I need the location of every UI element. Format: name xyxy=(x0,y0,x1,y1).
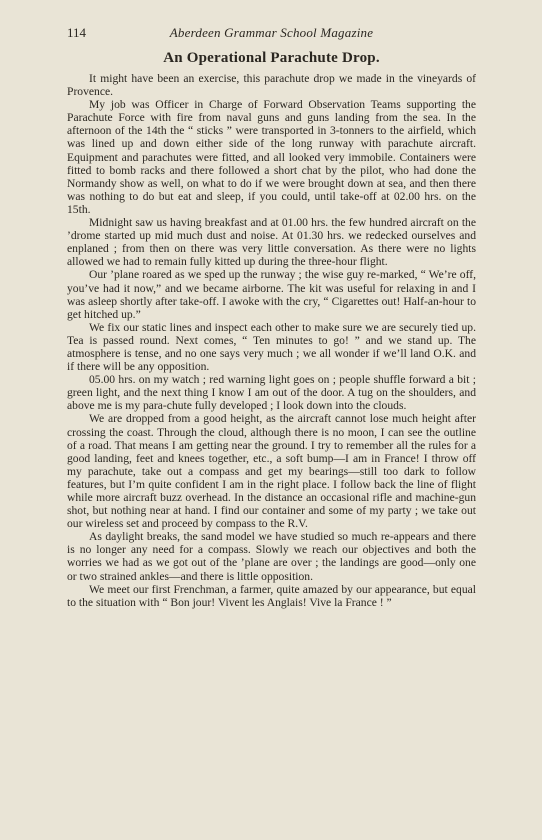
running-header xyxy=(67,24,476,42)
article-body xyxy=(67,72,476,609)
paragraph: We fix our static lines and inspect each other to make sure we are securely tied up. Tea is passed round. Next comes, “ Ten minutes to go! ” and we stand up. The atmosphere is tense, and no one says very much ; we all wonder if we’ll land O.K. and if there will be any opposition. xyxy=(67,320,476,374)
paragraph: As daylight breaks, the sand model we have studied so much re-appears and there is no longer any need for a compass. Slowly we reach our objectives and both the worries we had as we got out of the ’plane are over ; the landings are good—only one or two strained ankles—and there is little opposition. xyxy=(67,530,476,583)
journal-title: Aberdeen Grammar School Magazine xyxy=(169,25,374,40)
paragraph: We are dropped from a good height, as the aircraft cannot lose much height after crossing the coast. Through the cloud, although there is no moon, I can see the outline of a road. That means I am getting near the ground. I try to remember all the rules for a good landing, feet and knees together, etc., a soft bump—I am in France! I throw off my parachute, take out a compass and get my bearings—still too dark to follow features, but I’m quite confident I am in the right place. I follow back the line of flight while more aircraft buzz overhead. In the distance an occasional rifle and machine-gun shot, but nothing near at hand. I find our container and some of my party ; we take out our wireless set and proceed by compass to the R.V. xyxy=(67,412,476,531)
paragraph: 05.00 hrs. on my watch ; red warning light goes on ; people shuffle forward a bit ; green light, and the next thing I know I am out of the door. A tug on the shoulders, and above me is my para-chute fully developed ; I look down into the clouds. xyxy=(67,373,476,413)
paragraph: My job was Officer in Charge of Forward Observation Teams supporting the Parachute Force with fire from naval guns and guns landing from the sea. In the afternoon of the 14th the “ sticks ” were transported in 3-tonners to the airfield, which was lined up and down either side of the long runway with parachute aircraft. Equipment and parachutes were fitted, and all looked very immobile. Containers were fitted to bomb racks and there followed a short chat by the pilot, who had done the Normandy show as well, on what to do if we were brought down at sea, and then there was nothing to do but eat and sleep, if you could, until take-off at 02.00 hrs. on the 15th. xyxy=(67,98,476,216)
paragraph: We meet our first Frenchman, a farmer, quite amazed by our appearance, but equal to the situation with “ Bon jour! Vivent les Anglais! Vive la France ! ” xyxy=(67,582,476,609)
paragraph: Our ’plane roared as we sped up the runway ; the wise guy re-marked, “ We’re off, you’ve had it now,” and we became airborne. The kit was useful for relaxing in and I was asleep shortly after take-off. I awoke with the cry, “ Cigarettes out! Half-an-hour to get hitched up.” xyxy=(67,268,476,321)
article-title: An Operational Parachute Drop. xyxy=(163,50,380,66)
paragraph: Midnight saw us having breakfast and at 01.00 hrs. the few hundred aircraft on the ’drome started up mid much dust and noise. At 01.30 hrs. we redecked ourselves and enplaned ; from then on there was very little conversation. As there were no lights allowed we had to remain fully kitted up during the three-hour flight. xyxy=(67,216,476,269)
page-number: 114 xyxy=(67,25,87,40)
paragraph: It might have been an exercise, this parachute drop we made in the vineyards of Provence. xyxy=(67,72,476,99)
